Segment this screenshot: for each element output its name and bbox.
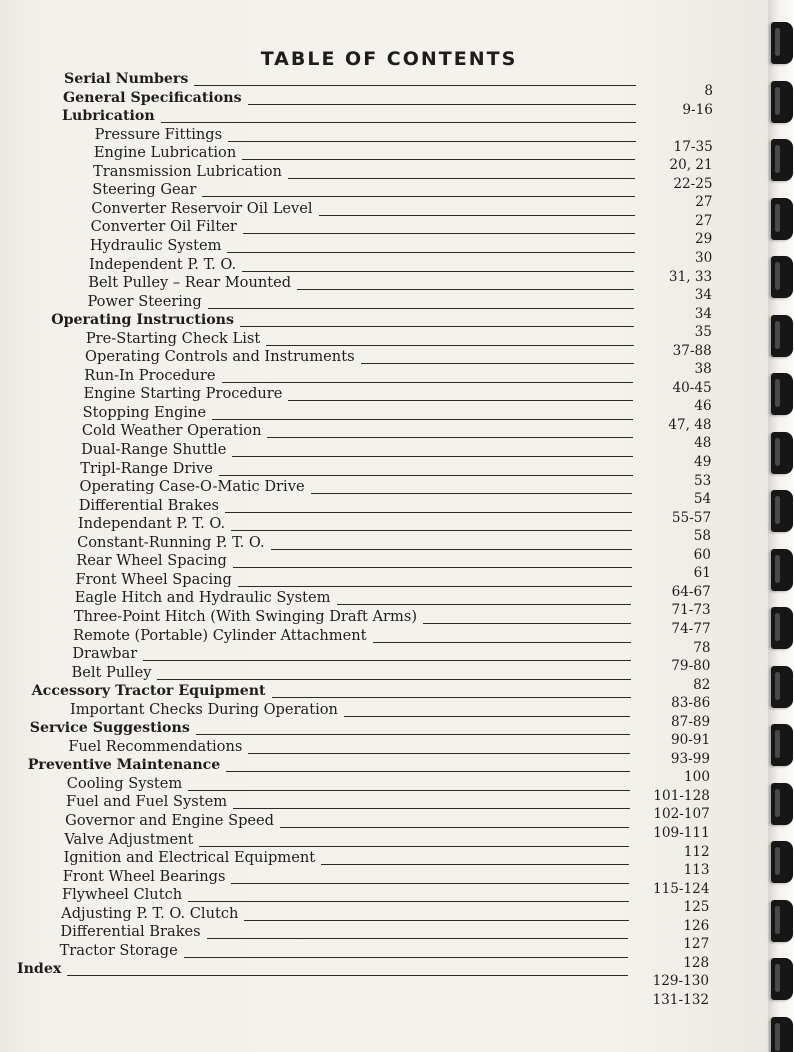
toc-page-number: 82 (693, 676, 711, 693)
toc-page-number: 71-73 (671, 602, 711, 619)
binding-coil (771, 198, 793, 240)
toc-item-label: Belt Pulley – Rear Mounted (88, 274, 292, 292)
binding-coil (771, 900, 793, 942)
toc-entry (84, 367, 633, 385)
toc-item-label: Front Wheel Bearings (62, 867, 226, 885)
toc-entry (72, 645, 631, 663)
dot-leader (231, 883, 628, 884)
toc-entry (79, 497, 633, 515)
toc-entry (70, 701, 631, 719)
toc-item-label: Pre-Starting Check List (85, 329, 261, 347)
toc-page-number: 29 (695, 231, 713, 248)
toc-entry (95, 126, 636, 144)
dot-leader (248, 753, 630, 754)
toc-item-label: Operating Case-O-Matic Drive (79, 478, 305, 496)
dot-leader (240, 326, 634, 327)
toc-item-label: Important Checks During Operation (69, 700, 338, 718)
toc-item-label: Governor and Engine Speed (65, 812, 275, 829)
toc-item-label: Operating Controls and Instruments (85, 348, 355, 366)
toc-entry (86, 330, 634, 348)
toc-item-label: Differential Brakes (60, 923, 201, 941)
toc-item-label: Rear Wheel Spacing (76, 552, 227, 570)
page-title: TABLE OF CONTENTS (260, 48, 518, 70)
toc-item-label: Eagle Hitch and Hydraulic System (74, 589, 331, 607)
toc-page-number: 37-88 (672, 342, 712, 359)
binding-coil (771, 1017, 793, 1052)
toc-item-label: Engine Lubrication (93, 144, 237, 162)
dot-leader (231, 530, 632, 531)
toc-page-number: 17-35 (673, 138, 713, 155)
toc-item-label: Adjusting P. T. O. Clutch (61, 904, 239, 922)
dot-leader (272, 697, 631, 698)
toc-entry (64, 831, 629, 849)
toc-item-label: Differential Brakes (78, 496, 219, 514)
binding-coil (771, 666, 793, 708)
toc-entry (65, 812, 629, 830)
binding-coil (771, 783, 793, 825)
dot-leader (208, 308, 634, 309)
toc-page-number: 126 (683, 917, 710, 934)
dot-leader (222, 382, 634, 383)
dot-leader (226, 771, 630, 772)
toc-item-label: Front Wheel Spacing (75, 570, 232, 588)
toc-page-number: 87-89 (671, 713, 711, 730)
dot-leader (319, 215, 635, 216)
toc-page-number: 131-132 (652, 991, 709, 1008)
dot-leader (311, 493, 633, 494)
toc-section-label: Preventive Maintenance (27, 757, 221, 774)
toc-page-number: 54 (693, 491, 712, 508)
toc-entry (61, 905, 628, 923)
toc-page-number: 64-67 (671, 583, 711, 600)
toc-section-label: Accessory Tractor Equipment (31, 683, 266, 700)
dot-leader (288, 178, 635, 179)
toc-item-label: Flywheel Clutch (61, 886, 183, 904)
dot-leader (184, 957, 629, 958)
toc-entry (67, 775, 630, 793)
toc-entry (76, 571, 632, 589)
toc-item-label: Cold Weather Operation (81, 422, 262, 440)
toc-entry (94, 144, 636, 162)
dot-leader (212, 419, 633, 420)
toc-page-number: 48 (694, 435, 712, 452)
toc-entry (90, 237, 635, 255)
toc-entry (92, 181, 635, 199)
dot-leader (266, 345, 633, 346)
toc-page-number: 90-91 (670, 732, 711, 749)
toc-entry (73, 627, 631, 645)
toc-page-number: 79-80 (671, 658, 711, 675)
toc-item-label: Constant-Running P. T. O. (77, 533, 265, 551)
binding-coil (771, 432, 793, 474)
toc-item-label: Steering Gear (92, 181, 197, 199)
toc-section-label: Index (16, 961, 62, 978)
dot-leader (232, 456, 632, 457)
binding-coil (771, 607, 793, 649)
toc-entry (17, 960, 628, 978)
binding-coil (771, 549, 793, 591)
toc-section-label: General Specifications (63, 89, 242, 106)
toc-section-label: Operating Instructions (51, 312, 234, 329)
dot-leader (233, 808, 630, 809)
toc-item-label: Three-Point Hitch (With Swinging Draft Arms) (73, 607, 418, 625)
toc-page-number: 83-86 (671, 695, 711, 712)
dot-leader (344, 716, 631, 717)
dot-leader (267, 437, 632, 438)
dot-leader (188, 901, 629, 902)
toc-item-label: Hydraulic System (89, 236, 222, 254)
toc-page-number: 78 (693, 639, 711, 656)
toc-item-label: Tripl-Range Drive (80, 459, 213, 477)
dot-leader (238, 586, 632, 587)
binding-coil (771, 724, 793, 766)
toc-item-label: Independent P. T. O. (89, 255, 237, 273)
toc-entry (30, 719, 631, 737)
toc-entry (72, 664, 631, 682)
toc-page-number: 27 (695, 194, 713, 211)
dot-leader (188, 790, 630, 791)
toc-page-number: 125 (683, 899, 710, 916)
dot-leader (288, 400, 633, 401)
dot-leader (207, 938, 629, 939)
toc-item-label: Stopping Engine (82, 403, 207, 421)
toc-entry (63, 868, 629, 886)
toc-entry (28, 756, 630, 774)
toc-page-number: 112 (683, 843, 710, 860)
toc-entry (75, 589, 632, 607)
dot-leader (243, 233, 635, 234)
toc-entry (79, 478, 632, 496)
toc-item-label: Valve Adjustment (64, 830, 194, 848)
toc-item-label: Converter Oil Filter (90, 218, 237, 236)
toc-item-label: Engine Starting Procedure (83, 385, 283, 403)
toc-page-number: 20, 21 (669, 157, 713, 174)
toc-item-label: Power Steering (87, 292, 202, 310)
toc-page-number: 101-128 (653, 787, 710, 804)
binding-coil (771, 841, 793, 883)
dot-leader (242, 159, 635, 160)
toc-entry (83, 385, 633, 403)
toc-item-label: Fuel and Fuel System (65, 793, 228, 811)
toc-page-number: 127 (683, 936, 710, 953)
binding-coil (771, 315, 793, 357)
dot-leader (194, 85, 636, 86)
toc-item-label: Transmission Lubrication (93, 162, 282, 180)
toc-page-number: 40-45 (672, 379, 712, 396)
toc-page-number: 22-25 (673, 175, 713, 192)
toc-section-label: Lubrication (62, 108, 155, 125)
toc-item-label: Independant P. T. O. (77, 515, 226, 533)
toc-entry (51, 311, 634, 329)
toc-page-number: 115-124 (652, 880, 710, 897)
toc-page-number: 35 (694, 324, 712, 341)
toc-page-number: 100 (684, 769, 710, 786)
dot-leader (228, 141, 635, 142)
toc-page-number: 129-130 (652, 973, 710, 990)
dot-leader (248, 104, 636, 105)
toc-entry (81, 441, 633, 459)
dot-leader (219, 475, 633, 476)
toc-entry (93, 163, 635, 181)
toc-page-number: 27 (695, 212, 713, 229)
dot-leader (233, 567, 632, 568)
toc-entry (85, 348, 633, 366)
toc-page-number: 9-16 (682, 101, 713, 118)
toc-entry (63, 89, 636, 107)
binding-coil (771, 958, 793, 1000)
toc-section-label: Serial Numbers (64, 71, 189, 87)
toc-entry (83, 404, 633, 422)
toc-entry (62, 107, 636, 125)
toc-entry (32, 682, 631, 700)
toc-page-number: 113 (683, 862, 710, 879)
dot-leader (297, 289, 634, 290)
toc-page-number: 8 (704, 83, 713, 99)
dot-leader (242, 271, 634, 272)
dot-leader (161, 122, 636, 123)
toc-item-label: Pressure Fittings (94, 125, 223, 143)
toc-entry (60, 923, 628, 941)
dot-leader (271, 549, 632, 550)
toc-entry (60, 942, 629, 960)
toc-entry (87, 293, 634, 311)
toc-page-number: 46 (694, 398, 712, 415)
dot-leader (373, 642, 632, 643)
toc-entry (78, 515, 632, 533)
toc-page-number: 58 (693, 528, 712, 545)
binding-coil (771, 490, 793, 532)
toc-entry (89, 256, 634, 274)
dot-leader (361, 363, 634, 364)
toc-page-number: 47, 48 (668, 416, 712, 433)
toc-entry (91, 218, 635, 236)
toc-entry (68, 738, 630, 756)
toc-entry (77, 534, 632, 552)
toc-entry (74, 608, 631, 626)
toc-page-number: 34 (694, 287, 713, 304)
toc-item-label: Dual-Range Shuttle (81, 441, 227, 458)
toc-page-number: 93-99 (670, 750, 711, 767)
toc-entry (82, 422, 633, 440)
toc-item-label: Converter Reservoir Oil Level (91, 199, 313, 217)
toc-item-label: Remote (Portable) Cylinder Attachment (73, 626, 367, 644)
dot-leader (143, 660, 631, 661)
toc-entry (64, 70, 636, 88)
toc-page-number: 49 (694, 454, 712, 470)
dot-leader (225, 512, 632, 513)
toc-entry (64, 849, 630, 867)
dot-leader (280, 827, 629, 828)
binding-coil (771, 139, 793, 181)
toc-page-number: 30 (694, 249, 713, 266)
toc-page-number: 34 (694, 305, 713, 322)
binding-coil (771, 256, 793, 298)
toc-section-label: Service Suggestions (29, 720, 190, 737)
toc-entry (91, 200, 634, 218)
binding-coil (771, 373, 793, 415)
toc-entry (88, 274, 634, 292)
dot-leader (321, 864, 629, 865)
binding-coil (771, 81, 793, 123)
toc-item-label: Cooling System (66, 774, 183, 792)
dot-leader (157, 679, 630, 680)
toc-page-number: 31, 33 (668, 268, 713, 285)
toc-page-number: 102-107 (653, 806, 710, 823)
toc-page-number: 60 (693, 546, 711, 563)
toc-page-number: 55-57 (671, 509, 712, 526)
dot-leader (196, 734, 630, 735)
toc-item-label: Run-In Procedure (84, 366, 216, 384)
dot-leader (199, 846, 629, 847)
toc-page-number: 74-77 (671, 620, 711, 637)
toc-page-number: 109-111 (653, 825, 710, 841)
toc-entry (80, 460, 632, 478)
toc-item-label: Ignition and Electrical Equipment (63, 849, 316, 867)
toc-item-label: Fuel Recommendations (68, 737, 243, 755)
dot-leader (423, 623, 631, 624)
dot-leader (67, 975, 628, 976)
toc-item-label: Tractor Storage (59, 941, 178, 959)
toc-item-label: Belt Pulley (71, 663, 152, 681)
toc-page-number: 53 (693, 472, 712, 489)
toc-entry (66, 793, 630, 811)
toc-entry (76, 552, 631, 570)
dot-leader (202, 196, 635, 197)
dot-leader (244, 920, 628, 921)
toc-entry (62, 886, 629, 904)
toc-item-label: Drawbar (72, 645, 138, 663)
dot-leader (337, 604, 632, 605)
toc-page-number: 38 (694, 361, 712, 378)
toc-page-number: 61 (693, 565, 711, 582)
dot-leader (227, 252, 634, 253)
toc-page-number: 128 (683, 954, 710, 971)
